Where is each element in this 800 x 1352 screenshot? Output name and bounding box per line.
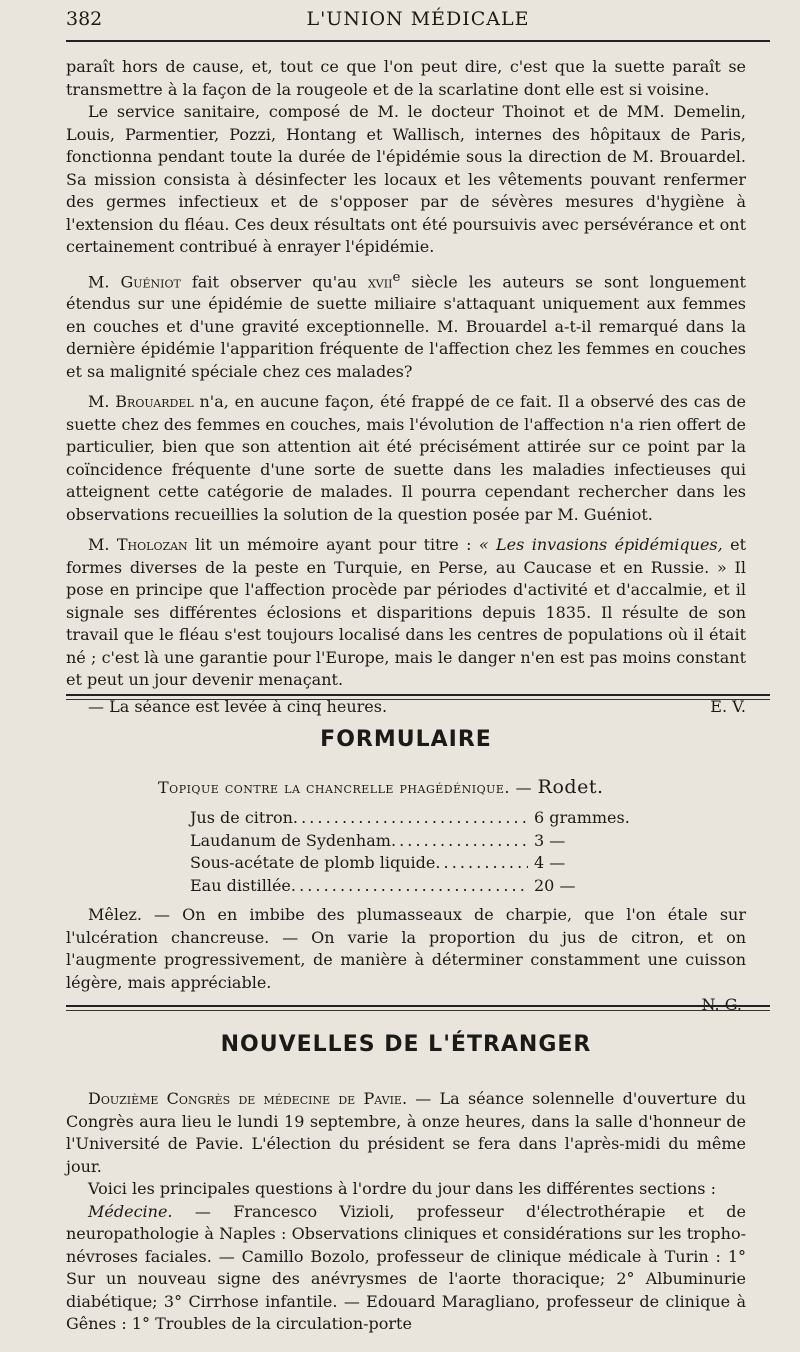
recipe-author: Rodet. xyxy=(537,776,604,798)
paragraph: paraît hors de cause, et, tout ce que l'on peut dire, c'est que la suette paraît se transmettre à la façon de la rougeole et de la scarlatine dont elle est si voisine. xyxy=(66,57,746,99)
recipe-title: Topique contre la chancrelle phagédénique. — Rodet. xyxy=(158,776,604,798)
section-rule xyxy=(66,1010,770,1011)
recipe-signature: N. G. xyxy=(701,995,742,1014)
session-report xyxy=(66,56,746,718)
section-title-formulaire: FORMULAIRE xyxy=(320,727,492,752)
congress-title: Douzième Congrès de médecine de Pavie. xyxy=(88,1089,408,1108)
ingredient-row: Sous-acétate de plomb liquide . . . 4 — xyxy=(190,852,630,875)
section-rule xyxy=(66,699,770,700)
foreign-news xyxy=(66,1088,746,1336)
ingredient-row: Laudanum de Sydenham . . . 3 — xyxy=(190,830,630,853)
speaker-name: Guéniot xyxy=(120,271,181,291)
section-rule xyxy=(66,694,770,696)
paragraph: Douzième Congrès de médecine de Pavie. — La séance solennelle d'ouverture du Congrès aura lieu le lundi 19 septembre, à onze heures, dans la salle d'honneur de l'Université de Pavie. L'élection du président se fera dans l'après-midi du même jour. xyxy=(66,1089,747,1176)
paragraph: Le service sanitaire, composé de M. le docteur Thoinot et de MM. Demelin, Louis, Parmentier, Pozzi, Hontang et Wallisch, internes des hôpitaux de Paris, fonctionna pendant toute la durée de l'épidémie sous la direction de M. Brouardel. Sa mission consista à désinfecter les locaux et les vêtements pouvant renfermer des germes infectieux et de s'opposer par de sévères mesures d'hygiène à l'extension du fléau. Ces deux résultats ont été poursuivis avec persévérance et ont certainement contribué à enrayer l'épidémie. xyxy=(66,102,746,256)
recipe-instructions xyxy=(66,904,746,1017)
header-rule xyxy=(66,40,770,42)
speaker-name: Brouardel xyxy=(115,392,194,412)
paragraph: Mêlez. — On en imbibe des plumasseaux de charpie, que l'on étale sur l'ulcération chancreuse. — On varie la proportion du jus de citron, et on l'augmente progressivement, de manière à déterminer constamment une cuisson légère, mais appréciable. xyxy=(66,905,746,992)
author-signature: E. V. xyxy=(710,696,746,716)
section-rule xyxy=(66,1005,770,1007)
ingredient-row: Jus de citron . . . 6 grammes. xyxy=(190,807,630,830)
running-header xyxy=(66,6,770,34)
ingredient-row: Eau distillée . . . 20 — xyxy=(190,875,630,898)
closing-line: — La séance est levée à cinq heures. E. V. xyxy=(66,696,746,719)
ingredient-list xyxy=(190,807,630,897)
paragraph: M. Brouardel n'a, en aucune façon, été frappé de ce fait. Il a observé des cas de suette chez des femmes en couches, mais l'évolution de l'affection n'a rien offert de particulier, bien que son attention ait été précisément attirée sur ce point par la coïncidence fréquente d'une sorte de suette dans les maladies infectieuses qui atteignent cette catégorie de malades. Il pourra cependant rechercher dans les observations recueillies la solution de la question posée par M. Guéniot. xyxy=(66,392,747,524)
page-number: 382 xyxy=(66,8,103,30)
section-label: Médecine. xyxy=(88,1201,173,1221)
speaker-name: Tholozan xyxy=(116,535,188,555)
paragraph: Médecine. — Francesco Vizioli, professeur d'électrothérapie et de neuropathologie à Naples : Observations cliniques et considérations sur les tropho-névroses faciales. — Camillo Bozolo, professeur de clinique médicale à Turin : 1° Sur un nouveau signe des anévrysmes de l'aorte thoracique; 2° Albuminurie diabétique; 3° Cirrhose infantile. — Edouard Maragliano, professeur de clinique à Gênes : 1° Troubles de la circulation-porte xyxy=(66,1201,746,1333)
paragraph: Voici les principales questions à l'ordre du jour dans les différentes sections : xyxy=(88,1179,716,1198)
paragraph: M. Guéniot fait observer qu'au xvii$^e$ siècle les auteurs se sont longuement étendus sur une épidémie de suette miliaire s'attaquant uniquement aux femmes en couches et d'une gravité exceptionnelle. M. Brouardel a-t-il remarqué dans la dernière épidémie l'apparition fréquente de l'affection chez les femmes en couches et sa malignité spéciale chez ces malades? xyxy=(66,269,746,381)
section-title-nouvelles: NOUVELLES DE L'ÉTRANGER xyxy=(220,1032,592,1057)
memoir-title: « Les invasions épidémiques, xyxy=(478,535,723,555)
paragraph: M. Tholozan lit un mémoire ayant pour titre : « Les invasions épidémiques, et formes diverses de la peste en Turquie, en Perse, au Caucase et en Russie. » Il pose en principe que l'affection procède par périodes d'activité et d'accalmie, et il signale ses différentes éclosions et disparitions depuis 1835. Il résulte de son travail que le fléau s'est toujours localisé dans les centres de populations où il était né ; c'est là une garantie pour l'Europe, mais le danger n'en est pas moins constant et peut un jour devenir menaçant. xyxy=(66,535,747,690)
journal-title: L'UNION MÉDICALE xyxy=(306,8,530,30)
